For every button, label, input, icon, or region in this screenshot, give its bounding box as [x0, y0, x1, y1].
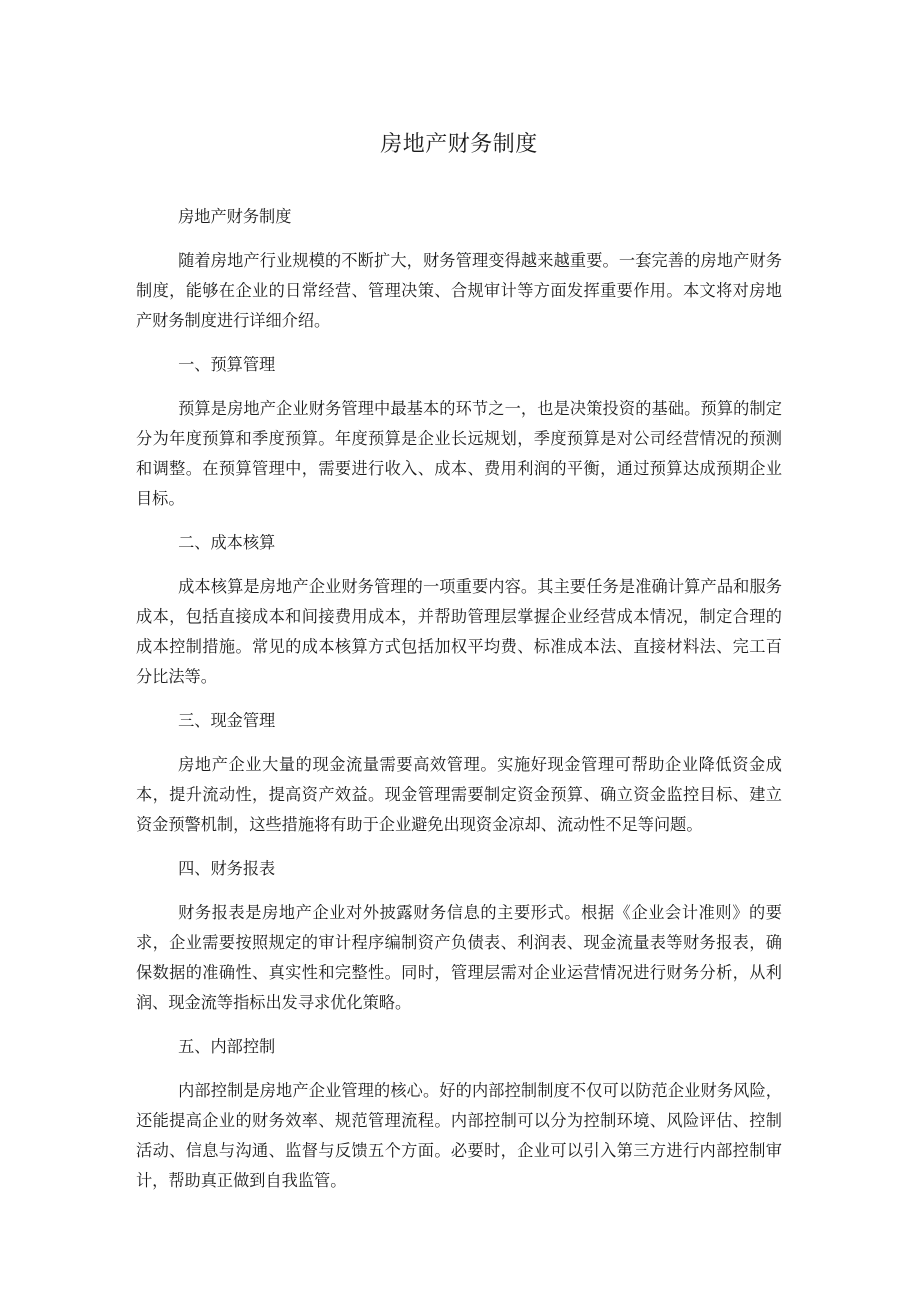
- section-body-reports: 财务报表是房地产企业对外披露财务信息的主要形式。根据《企业会计准则》的要求，企业需要按照规定的审计程序编制资产负债表、利润表、现金流量表等财务报表，确保数据的准确性、真实性和完整性。同时，管理层需对企业运营情况进行财务分析，从利润、现金流等指标出发寻求优化策略。: [136, 903, 782, 1012]
- section-body-cash: 房地产企业大量的现金流量需要高效管理。实施好现金管理可帮助企业降低资金成本，提升流动性，提高资产效益。现金管理需要制定资金预算、确立资金监控目标、建立资金预警机制，这些措施将有助于企业避免出现资金凉却、流动性不足等问题。: [136, 755, 782, 834]
- intro-paragraph: 随着房地产行业规模的不断扩大，财务管理变得越来越重要。一套完善的房地产财务制度，能够在企业的日常经营、管理决策、合规审计等方面发挥重要作用。本文将对房地产财务制度进行详细介绍。: [136, 251, 782, 330]
- section-heading-internal-control: 五、内部控制: [178, 1037, 276, 1056]
- section-body-internal-control: 内部控制是房地产企业管理的核心。好的内部控制制度不仅可以防范企业财务风险，还能提高企业的财务效率、规范管理流程。内部控制可以分为控制环境、风险评估、控制活动、信息与沟通、监督与反馈五个方面。必要时，企业可以引入第三方进行内部控制审计，帮助真正做到自我监管。: [136, 1081, 782, 1190]
- section-heading-budget: 一、预算管理: [178, 355, 276, 374]
- section-heading-cash: 三、现金管理: [178, 711, 276, 730]
- section-body-cost: 成本核算是房地产企业财务管理的一项重要内容。其主要任务是准确计算产品和服务成本，包括直接成本和间接费用成本，并帮助管理层掌握企业经营成本情况，制定合理的成本控制措施。常见的成本核算方式包括加权平均费、标准成本法、直接材料法、完工百分比法等。: [136, 577, 782, 686]
- document-title: 房地产财务制度: [380, 132, 538, 157]
- document-body: [136, 202, 782, 1196]
- document-subtitle: 房地产财务制度: [178, 207, 292, 226]
- section-body-budget: 预算是房地产企业财务管理中最基本的环节之一，也是决策投资的基础。预算的制定分为年度预算和季度预算。年度预算是企业长远规划，季度预算是对公司经营情况的预测和调整。在预算管理中，需要进行收入、成本、费用利润的平衡，通过预算达成预期企业目标。: [136, 399, 782, 508]
- section-heading-reports: 四、财务报表: [178, 859, 276, 878]
- section-heading-cost: 二、成本核算: [178, 533, 276, 552]
